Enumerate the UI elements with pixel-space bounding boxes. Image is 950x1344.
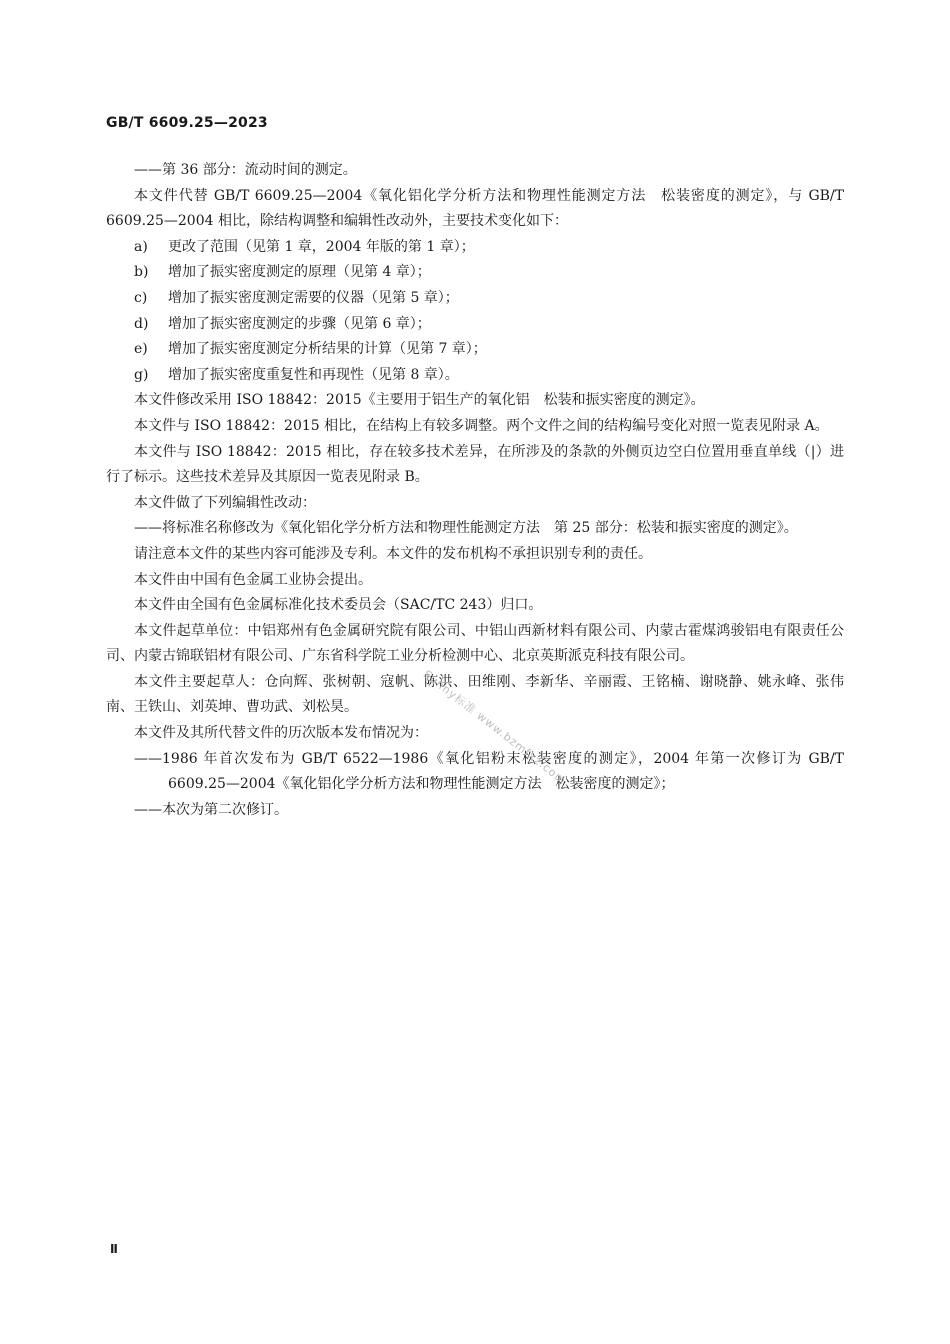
item-text: 增加了振实密度重复性和再现性（见第 8 章）。 [168, 366, 459, 383]
history-item-1986: ——1986 年首次发布为 GB/T 6522—1986《氧化铝粉末松装密度的测定》，2004 年第一次修订为 GB/T 6609.25—2004《氧化铝化学分析方法和物理性能测定方法 松装密度的测定》； [134, 750, 844, 793]
page-number: Ⅱ [110, 1242, 118, 1256]
item-marker: d) [134, 315, 149, 332]
change-item-e [106, 337, 844, 363]
change-item-c [106, 286, 844, 312]
standard-code: GB/T 6609.25—2023 [106, 115, 268, 131]
item-marker: e) [134, 341, 148, 358]
item-text: 更改了范围（见第 1 章，2004 年版的第 1 章）； [168, 238, 475, 255]
watermark: Sunny标准 www.bzmfxz.com [420, 667, 570, 788]
history-intro: 本文件及其所代替文件的历次版本发布情况为： [134, 725, 428, 742]
item-marker: c) [134, 289, 148, 306]
technical-difference: 本文件与 ISO 18842：2015 相比，存在较多技术差异，在所涉及的条款的外侧页边空白位置用垂直单线（|）进行了标示。这些技术差异及其原因一览表见附录 B。 [106, 443, 844, 486]
item-marker: g) [134, 366, 149, 383]
patent-notice: 请注意本文件的某些内容可能涉及专利。本文件的发布机构不承担识别专利的责任。 [134, 545, 652, 562]
change-item-d [106, 312, 844, 338]
change-item-g [106, 363, 844, 389]
iso-adoption: 本文件修改采用 ISO 18842：2015《主要用于铝生产的氧化铝 松装和振实密度的测定》。 [134, 392, 705, 409]
part-36-line: ——第 36 部分：流动时间的测定。 [134, 162, 357, 178]
change-item-a [106, 235, 844, 261]
history-item-current: ——本次为第二次修订。 [134, 801, 288, 818]
drafters: 本文件主要起草人：仓向辉、张树朝、寇帆、陈洪、田维刚、李新华、辛丽霞、王铭楠、谢晓静、姚永峰、张伟南、王铁山、刘英坤、曹功武、刘松昊。 [106, 673, 844, 716]
item-text: 增加了振实密度测定分析结果的计算（见第 7 章）； [168, 341, 487, 358]
item-text: 增加了振实密度测定需要的仪器（见第 5 章）； [168, 289, 459, 306]
editorial-changes-intro: 本文件做了下列编辑性改动： [134, 494, 316, 511]
proposer: 本文件由中国有色金属工业协会提出。 [134, 571, 372, 588]
foreword-body [106, 158, 844, 823]
structure-difference: 本文件与 ISO 18842：2015 相比，在结构上有较多调整。两个文件之间的结构编号变化对照一览表见附录 A。 [134, 417, 829, 434]
item-text: 增加了振实密度测定的步骤（见第 6 章）； [168, 315, 431, 332]
item-marker: b) [134, 264, 149, 281]
replacement-statement: 本文件代替 GB/T 6609.25—2004《氧化铝化学分析方法和物理性能测定方法 松装密度的测定》，与 GB/T 6609.25—2004 相比，除结构调整和编辑性改动外，主要技术变化如下： [106, 187, 844, 230]
change-item-b [106, 260, 844, 286]
item-marker: a) [134, 238, 148, 255]
technical-committee: 本文件由全国有色金属标准化技术委员会（SAC/TC 243）归口。 [134, 597, 543, 614]
drafting-units: 本文件起草单位：中铝郑州有色金属研究院有限公司、中铝山西新材料有限公司、内蒙古霍煤鸿骏铝电有限责任公司、内蒙古锦联铝材有限公司、广东省科学院工业分析检测中心、北京英斯派克科技有限公司。 [106, 622, 844, 665]
item-text: 增加了振实密度测定的原理（见第 4 章）； [168, 264, 431, 281]
editorial-change-item: ——将标准名称修改为《氧化铝化学分析方法和物理性能测定方法 第 25 部分：松装和振实密度的测定》。 [134, 520, 798, 537]
